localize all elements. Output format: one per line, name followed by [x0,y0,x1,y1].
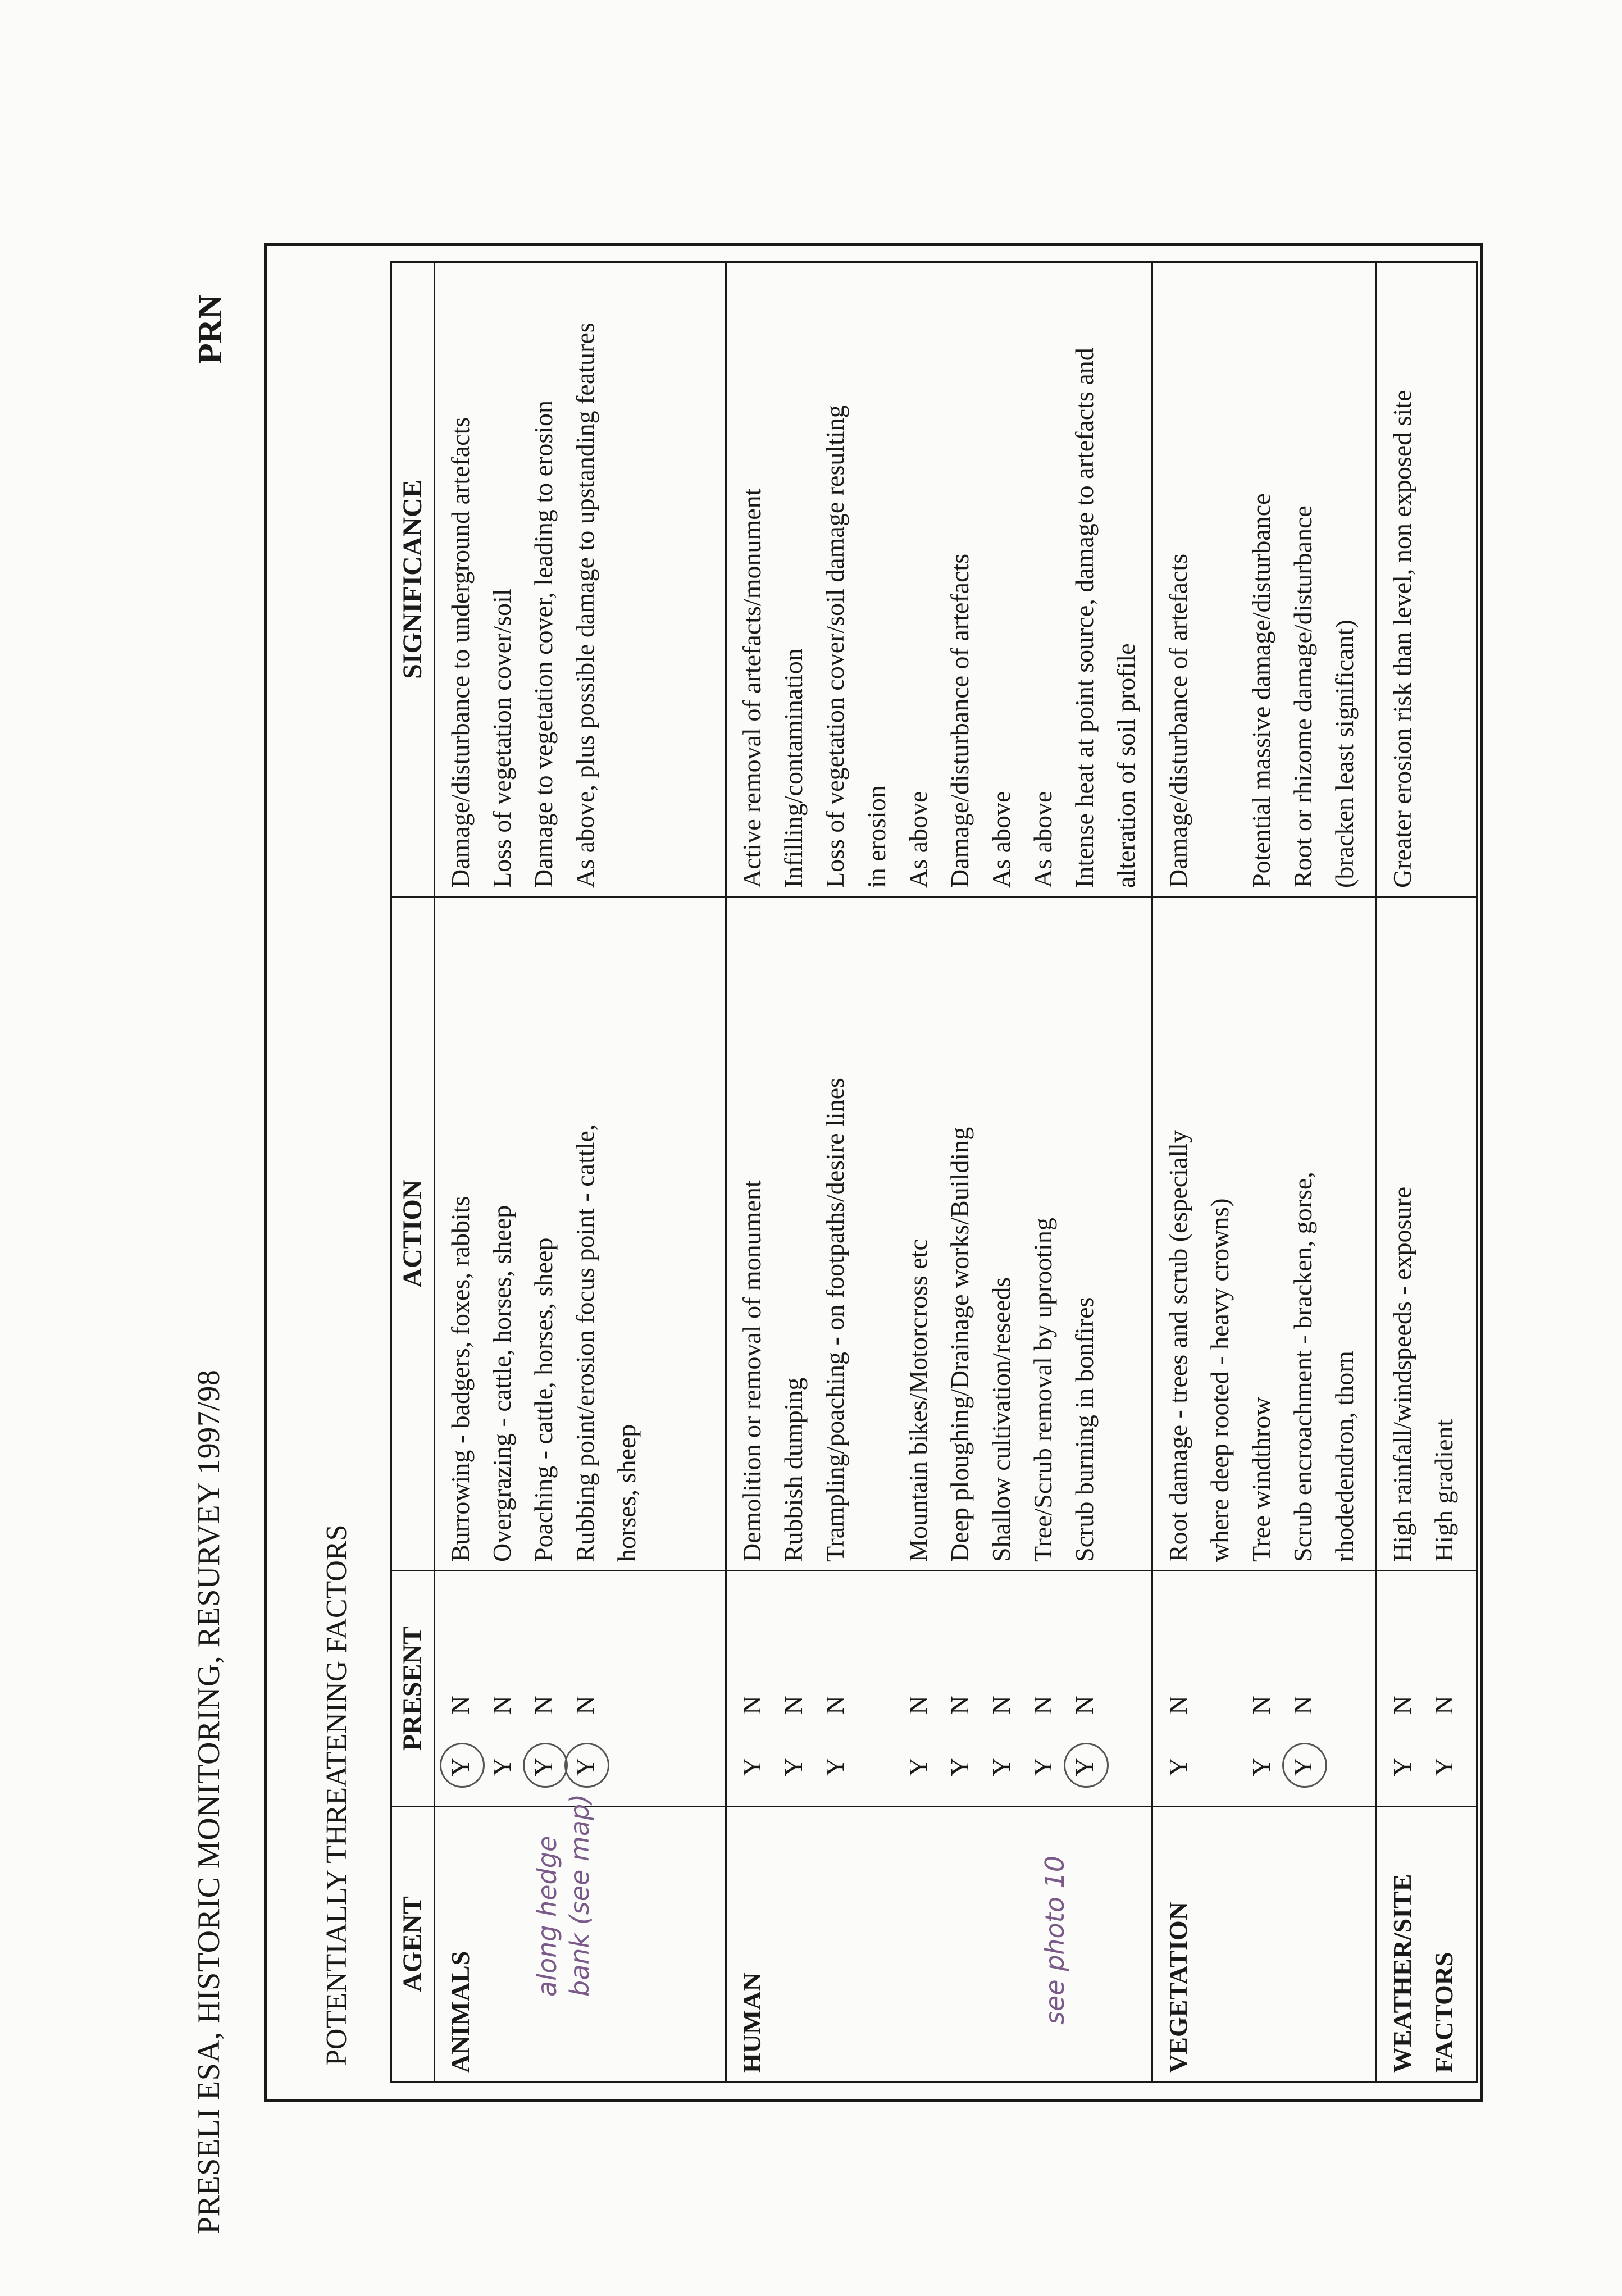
present-no: N [779,1696,808,1715]
significance-text: Damage/disturbance to underground artefacts [446,417,475,888]
circle-mark [564,1743,609,1788]
significance-text: (bracken least significant) [1330,619,1359,888]
present-row [1158,1579,1199,1798]
action-text: Root damage - trees and scrub (especially [1164,1130,1192,1562]
present-yes: Y [1429,1757,1458,1776]
present-yes: Y [1388,1757,1416,1776]
present-no: N [987,1696,1015,1715]
significance-text: As above [904,791,932,888]
significance-cell [1377,262,1477,897]
table-title: POTENTIALLY THREATENING FACTORS [321,1524,353,2066]
present-row [481,1579,523,1798]
present-yes: Y [1064,1736,1105,1798]
group-human [726,262,1152,2082]
action-cell [726,897,1152,1571]
action-text: High gradient [1429,1419,1458,1562]
handwritten-note-hedge [531,1794,596,1997]
present-row [1423,1579,1465,1798]
circle-mark [440,1743,485,1788]
significance-text: in erosion [862,785,891,888]
present-yes: Y [987,1757,1015,1776]
present-no: N [1028,1696,1057,1715]
significance-text: As above [1028,791,1057,888]
action-text: Poaching - cattle, horses, sheep [529,1237,558,1562]
action-text: Scrub encroachment - bracken, gorse, [1288,1172,1317,1562]
significance-cell [435,262,726,897]
action-text: horses, sheep [612,1424,641,1562]
present-no: N [529,1696,558,1715]
present-row [814,1579,856,1798]
present-row [523,1579,564,1798]
present-yes: Y [1028,1757,1057,1776]
circle-mark [1282,1743,1327,1788]
present-no: N [1070,1696,1099,1715]
present-row [897,1579,939,1798]
action-text: High rainfall/windspeeds - exposure [1388,1186,1416,1562]
agent-cell [726,1807,1152,2082]
circle-mark [523,1743,568,1788]
present-row [564,1579,606,1798]
present-cell [726,1571,1152,1807]
action-text: Tree/Scrub removal by uprooting [1028,1218,1057,1562]
factors-table [390,261,1478,2083]
significance-text: Greater erosion risk than level, non exposed site [1388,390,1416,888]
agent-cell [435,1793,726,2082]
present-row [1382,1579,1423,1798]
group-animals [435,262,726,2082]
significance-cell [726,262,1152,897]
action-text: Burrowing - badgers, foxes, rabbits [446,1196,475,1562]
action-text: Overgrazing - cattle, horses, sheep [487,1205,516,1562]
present-row [1022,1579,1064,1798]
col-significance: SIGNIFICANCE [391,262,435,897]
agent-weather-2: FACTORS [1429,1952,1458,2073]
significance-text: Loss of vegetation cover/soil damage resulting [821,405,849,888]
spacer [856,1579,897,1798]
significance-text: Damage to vegetation cover, leading to erosion [529,400,558,888]
present-row [440,1579,481,1798]
present-no: N [1429,1696,1458,1715]
col-action: ACTION [391,897,435,1571]
action-text: Rubbish dumping [779,1377,808,1562]
action-text: Shallow cultivation/reseeds [987,1277,1015,1562]
group-weather [1377,262,1477,2082]
present-cell [435,1571,726,1807]
present-no: N [1388,1696,1416,1715]
agent-human: HUMAN [737,1972,766,2073]
present-no: N [821,1696,849,1715]
present-row [773,1579,814,1798]
present-yes: Y [904,1757,932,1776]
significance-text: Active removal of artefacts/monument [737,488,766,888]
note-line: see photo 10 [1040,1855,1070,2025]
present-yes: Y [1247,1757,1275,1776]
significance-text: Damage/disturbance of artefacts [945,553,974,888]
present-no: N [487,1696,516,1715]
table-frame [264,243,1483,2102]
action-text: rhodedendron, thorn [1330,1351,1359,1562]
present-yes: Y [440,1736,481,1798]
action-text: Mountain bikes/Motorcross etc [904,1239,932,1562]
present-yes: Y [821,1757,849,1776]
present-yes: Y [737,1757,766,1776]
present-yes: Y [487,1757,516,1776]
significance-text: Intense heat at point source, damage to artefacts and [1070,348,1099,888]
group-vegetation [1152,262,1377,2082]
significance-text: As above [987,791,1015,888]
present-yes: Y [1282,1736,1324,1798]
agent-animals: ANIMALS [446,1951,475,2073]
present-cell [1377,1571,1477,1807]
present-no: N [904,1696,932,1715]
significance-text: Infilling/contamination [779,648,808,888]
significance-text: Potential massive damage/disturbance [1247,493,1275,888]
present-row [731,1579,773,1798]
present-row [981,1579,1022,1798]
note-line-1: along hedge [532,1835,562,1997]
present-yes: Y [564,1736,606,1798]
present-yes: Y [523,1736,564,1798]
significance-text: alteration of soil profile [1111,643,1140,888]
agent-weather: WEATHER/SITE [1388,1874,1416,2073]
action-text: Scrub burning in bonfires [1070,1297,1099,1562]
significance-cell [1152,262,1377,897]
action-cell [435,897,726,1571]
prn-label: PRN [192,294,229,364]
present-row [939,1579,981,1798]
header-row [391,262,435,2082]
circle-mark [1064,1743,1109,1788]
present-yes: Y [779,1757,808,1776]
present-yes: Y [1164,1757,1192,1776]
action-text: Tree windthrow [1247,1397,1275,1562]
present-no: N [446,1696,475,1715]
agent-vegetation: VEGETATION [1164,1901,1192,2073]
action-text: Trampling/poaching - on footpaths/desire lines [821,1078,849,1562]
present-row [1064,1579,1105,1798]
action-text: Rubbing point/erosion focus point - cattle, [571,1124,599,1562]
present-no: N [945,1696,974,1715]
significance-text: As above, plus possible damage to upstanding features [571,322,599,888]
action-cell [1377,897,1477,1571]
present-no: N [737,1696,766,1715]
spacer [856,905,897,1562]
handwritten-note-photo [1038,1856,1071,2025]
spacer [1199,271,1241,888]
present-row [1241,1579,1282,1798]
factors-table-wrap [390,263,1478,2083]
significance-text: Damage/disturbance of artefacts [1164,553,1192,888]
action-text: where deep rooted - heavy crowns) [1205,1198,1234,1562]
present-yes: Y [945,1757,974,1776]
col-agent: AGENT [391,1807,435,2082]
spacer [1199,1579,1241,1798]
present-no: N [1288,1696,1317,1715]
significance-text: Root or rhizome damage/disturbance [1288,505,1317,888]
col-present: PRESENT [391,1571,435,1807]
note-line-2: bank (see map) [564,1793,595,1997]
present-no: N [1247,1696,1275,1715]
action-cell [1152,897,1377,1571]
present-no: N [571,1696,599,1715]
action-text: Deep ploughing/Drainage works/Building [945,1127,974,1562]
action-text: Demolition or removal of monument [737,1180,766,1562]
present-row [1282,1579,1324,1798]
agent-cell [1377,1807,1477,2082]
significance-text: Loss of vegetation cover/soil [487,589,516,888]
present-no: N [1164,1696,1192,1715]
present-cell [1152,1571,1377,1807]
agent-cell [1152,1807,1377,2082]
document-title: PRESELI ESA, HISTORIC MONITORING, RESURVEY 1997/98 [192,1369,226,2234]
